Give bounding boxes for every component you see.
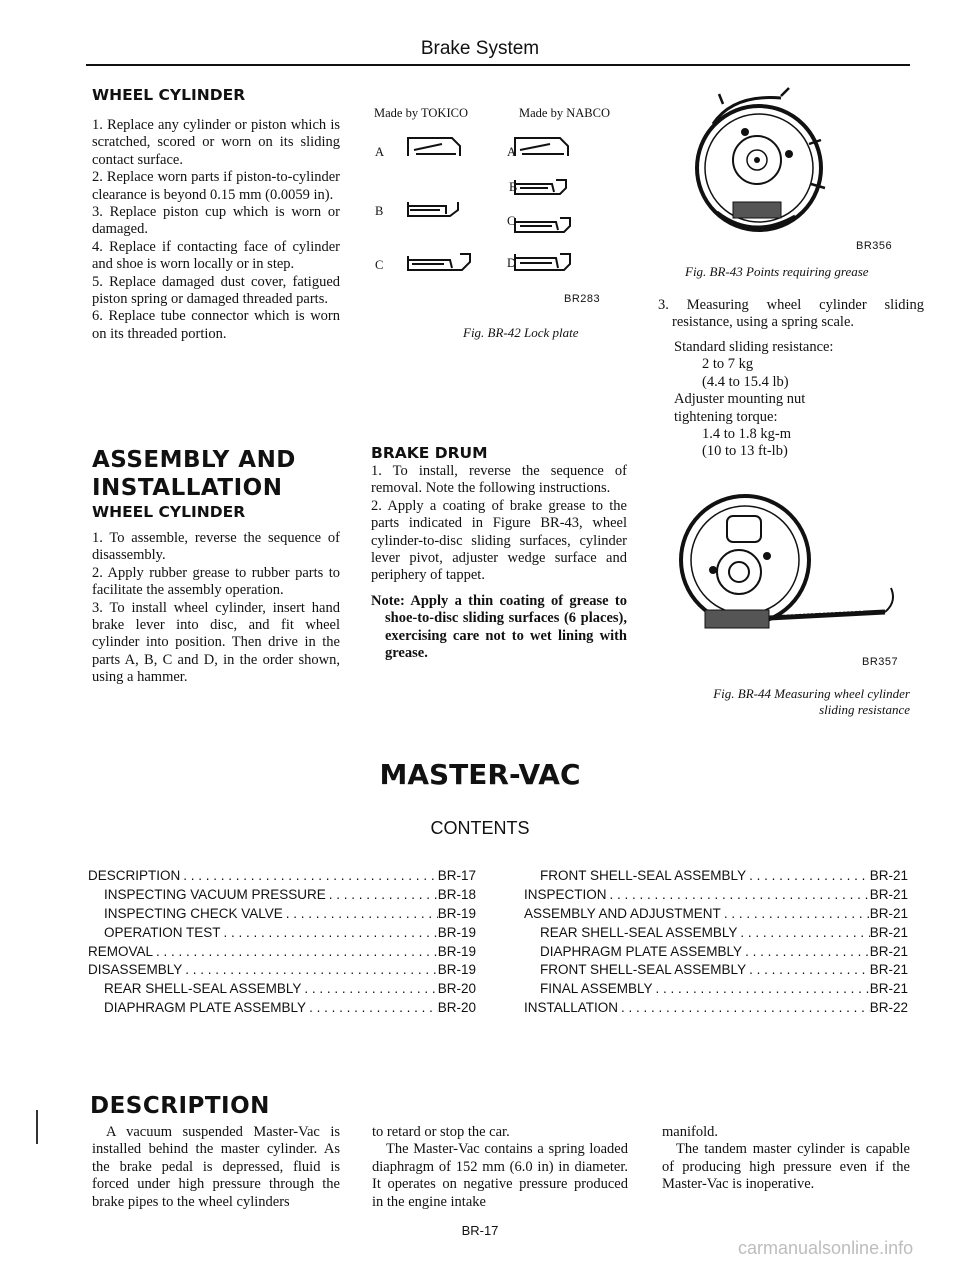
toc-row-disassembly[interactable]: DISASSEMBLY . . . BR-19 bbox=[88, 961, 476, 980]
fig44-code: BR357 bbox=[862, 656, 899, 668]
fig44-caption bbox=[680, 686, 910, 718]
toc-row-operation-test[interactable]: OPERATION TEST . . . BR-19 bbox=[88, 924, 476, 943]
fig44-caption-line2: sliding resistance bbox=[819, 702, 910, 717]
list-item: 1. Replace any cylinder or piston which is scratched, scored or worn on its sliding contact surface. bbox=[92, 117, 340, 168]
lock-plate-b-left bbox=[408, 202, 458, 216]
toc-row-front-shell-seal-2[interactable]: FRONT SHELL-SEAL ASSEMBLY . . . BR-21 bbox=[524, 961, 908, 980]
fig42-caption: Fig. BR-42 Lock plate bbox=[463, 325, 579, 340]
toc-row-diaphragm-plate-2[interactable]: DIAPHRAGM PLATE ASSEMBLY . . . BR-21 bbox=[524, 943, 908, 962]
lock-plate-a-right bbox=[515, 138, 568, 156]
description-col2-para: The Master-Vac contains a spring loaded diaphragm of 152 mm (6.0 in) in diameter. It operates on negative pressure produced in the engine intake bbox=[372, 1141, 628, 1210]
toc-row-inspecting-vacuum-pressure[interactable]: INSPECTING VACUUM PRESSURE . . . BR-18 bbox=[88, 886, 476, 905]
toc-row-rear-shell-seal-2[interactable]: REAR SHELL-SEAL ASSEMBLY . . . BR-21 bbox=[524, 924, 908, 943]
lock-plate-diagram bbox=[380, 130, 580, 280]
description-col1: A vacuum suspended Master-Vac is installed behind the master cylinder. As the brake pedal is depressed, fluid is forced under high pressure through the brake pipes to the wheel cylinders bbox=[92, 1124, 340, 1210]
toc-right bbox=[524, 867, 908, 1018]
list-item: 3. Replace piston cup which is worn or damaged. bbox=[92, 204, 340, 238]
fig44-caption-line1: Fig. BR-44 Measuring wheel cylinder bbox=[713, 686, 910, 701]
description-col3-line: manifold. bbox=[662, 1124, 718, 1140]
toc-row-description[interactable]: DESCRIPTION . . . BR-17 bbox=[88, 867, 476, 886]
made-by-tokico: Made by TOKICO bbox=[374, 106, 468, 120]
fig42-code: BR283 bbox=[564, 293, 601, 305]
spring-scale-measurement-figure bbox=[675, 490, 905, 640]
spec-value: (10 to 13 ft-lb) bbox=[702, 443, 788, 460]
part-label-a-right: A bbox=[507, 145, 517, 159]
lock-plate-a-left bbox=[408, 138, 460, 156]
made-by-nabco: Made by NABCO bbox=[519, 106, 610, 120]
margin-mark bbox=[36, 1110, 38, 1144]
brake-drum-note: Note: Apply a thin coating of grease to shoe-to-disc sliding surfaces (6 places), exercising care not to wet lining with grease. bbox=[371, 592, 627, 662]
description-col3 bbox=[662, 1124, 910, 1194]
toc-row-rear-shell-seal[interactable]: REAR SHELL-SEAL ASSEMBLY . . . BR-20 bbox=[88, 980, 476, 999]
assembly-subheading: WHEEL CYLINDER bbox=[92, 503, 246, 521]
page-number: BR-17 bbox=[461, 1223, 499, 1238]
list-item: 1. To install, reverse the sequence of removal. Note the following instructions. bbox=[371, 463, 627, 497]
list-item: 1. To assemble, reverse the sequence of disassembly. bbox=[92, 530, 340, 564]
brake-assembly-grease-figure bbox=[693, 84, 833, 256]
lock-plate-c-left bbox=[408, 254, 470, 270]
spec-value: 1.4 to 1.8 kg-m bbox=[702, 426, 792, 443]
spec-label: Adjuster mounting nut bbox=[674, 391, 806, 408]
list-item: 4. Replace if contacting face of cylinder and shoe is worn locally or in step. bbox=[92, 238, 340, 273]
part-label-d-right: D bbox=[507, 256, 517, 270]
list-item: 3. To install wheel cylinder, insert hand brake lever into disc, and fit wheel cylinder into position. Then drive in the parts A, B, C and D, in the order shown, using a hammer. bbox=[92, 599, 340, 686]
part-label-b: B bbox=[375, 204, 384, 218]
list-item: 5. Replace damaged dust cover, fatigued piston spring or damaged threaded parts. bbox=[92, 273, 340, 308]
master-vac-title: MASTER-VAC bbox=[379, 758, 581, 791]
measuring-specs bbox=[674, 339, 910, 461]
part-label-c-right: C bbox=[507, 214, 516, 228]
fig43-code: BR356 bbox=[856, 240, 893, 252]
description-col2-line: to retard or stop the car. bbox=[372, 1124, 510, 1140]
measuring-step: 3. Measuring wheel cylinder sliding resistance, using a spring scale. bbox=[658, 297, 924, 331]
description-col2 bbox=[372, 1124, 628, 1211]
toc-row-removal[interactable]: REMOVAL . . . BR-19 bbox=[88, 943, 476, 962]
toc-row-front-shell-seal[interactable]: FRONT SHELL-SEAL ASSEMBLY . . . BR-21 bbox=[524, 867, 908, 886]
part-label-b-right: B bbox=[509, 180, 518, 194]
list-item: 2. Apply rubber grease to rubber parts to facilitate the assembly operation. bbox=[92, 564, 340, 599]
list-item: 2. Replace worn parts if piston-to-cylinder clearance is beyond 0.15 mm (0.0059 in). bbox=[92, 169, 340, 203]
running-header: Brake System bbox=[420, 38, 540, 59]
list-item: 2. Apply a coating of brake grease to the parts indicated in Figure BR-43, wheel cylinder-to-disc sliding surfaces, cylinder lever pivot, adjuster wedge surface and periphery of tappet. bbox=[371, 497, 627, 584]
spec-label: tightening torque: bbox=[674, 408, 778, 425]
spec-value: 2 to 7 kg bbox=[702, 356, 754, 373]
assembly-heading-line2: INSTALLATION bbox=[92, 475, 283, 501]
toc-left bbox=[88, 867, 476, 1018]
toc-row-installation[interactable]: INSTALLATION . . . BR-22 bbox=[524, 999, 908, 1018]
assembly-list bbox=[92, 530, 340, 687]
lock-plate-b-right bbox=[515, 180, 566, 194]
wheel-cylinder-heading: WHEEL CYLINDER bbox=[92, 86, 246, 104]
toc-row-inspecting-check-valve[interactable]: INSPECTING CHECK VALVE . . . BR-19 bbox=[88, 905, 476, 924]
toc-row-final-assembly[interactable]: FINAL ASSEMBLY . . . BR-21 bbox=[524, 980, 908, 999]
toc-row-inspection[interactable]: INSPECTION . . . BR-21 bbox=[524, 886, 908, 905]
part-label-a: A bbox=[375, 145, 385, 159]
part-label-c: C bbox=[375, 258, 384, 272]
toc-row-assembly-adjustment[interactable]: ASSEMBLY AND ADJUSTMENT . . . BR-21 bbox=[524, 905, 908, 924]
wheel-cylinder-list bbox=[92, 117, 340, 343]
list-item: 6. Replace tube connector which is worn on its threaded portion. bbox=[92, 308, 340, 342]
brake-drum-heading: BRAKE DRUM bbox=[371, 444, 488, 462]
fig43-caption: Fig. BR-43 Points requiring grease bbox=[685, 264, 869, 279]
spec-label: Standard sliding resistance: bbox=[674, 339, 834, 355]
spec-value: (4.4 to 15.4 lb) bbox=[702, 373, 789, 390]
lock-plate-c-right bbox=[515, 218, 570, 232]
lock-plate-d-right bbox=[515, 254, 570, 270]
description-heading: DESCRIPTION bbox=[90, 1093, 270, 1119]
brake-drum-list bbox=[371, 463, 627, 662]
contents-title: CONTENTS bbox=[430, 818, 530, 838]
toc-row-diaphragm-plate[interactable]: DIAPHRAGM PLATE ASSEMBLY . . . BR-20 bbox=[88, 999, 476, 1018]
watermark: carmanualsonline.info bbox=[738, 1238, 914, 1258]
header-rule bbox=[86, 64, 910, 66]
description-col3-para: The tandem master cylinder is capable of producing high pressure even if the Master-Vac is inoperative. bbox=[662, 1141, 910, 1193]
assembly-heading-line1: ASSEMBLY AND bbox=[92, 447, 296, 473]
